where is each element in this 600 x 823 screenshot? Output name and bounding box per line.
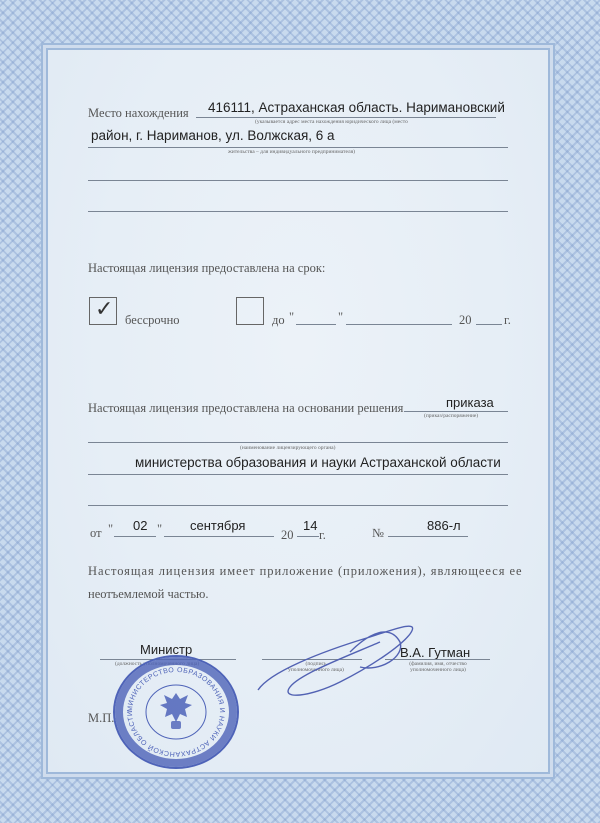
quote-open: " (289, 310, 295, 324)
appendix-line1: Настоящая лицензия имеет приложение (приложения), являющееся ее (88, 564, 523, 578)
signatory-name: В.А. Гутман (400, 645, 471, 660)
date-quote-close: " (157, 522, 163, 536)
term-until-checkbox[interactable] (236, 297, 264, 325)
date-quote-open: " (108, 522, 114, 536)
term-unlimited-label: бессрочно (125, 313, 180, 327)
official-seal (113, 655, 239, 769)
signature-caption: (подпись уполномоченного лица) (288, 661, 344, 673)
date-month: сентября (190, 518, 246, 533)
basis-label: Настоящая лицензия предоставлена на основании решения (88, 401, 404, 415)
signatory-position: Министр (140, 642, 193, 657)
appendix-line2: неотъемлемой частью. (88, 587, 209, 601)
term-year-suffix: г. (504, 313, 511, 327)
basis-authority-caption: (наименование лицензирующего органа) (240, 445, 336, 451)
checkmark-icon: ✓ (95, 296, 114, 321)
location-value-line2: район, г. Нариманов, ул. Волжская, 6 а (91, 128, 335, 143)
date-year: 14 (303, 518, 318, 533)
basis-decision-caption: (приказ/распоряжение) (424, 413, 479, 419)
number-sign: № (372, 526, 384, 540)
date-prefix: от (90, 526, 102, 540)
name-caption: (фамилия, имя, отчество уполномоченного лица) (409, 661, 467, 673)
eagle-emblem-icon (160, 693, 192, 729)
handwritten-signature (250, 612, 430, 702)
date-year-prefix: 20 (281, 528, 294, 542)
date-day: 02 (133, 518, 148, 533)
license-number: 886-л (427, 518, 461, 533)
seal-ring-text (115, 657, 237, 767)
term-year-prefix: 20 (459, 313, 472, 327)
location-caption1: (указывается адрес места нахождения юридического лица (место (255, 119, 408, 125)
location-value-line1: 416111, Астраханская область. Наримановский (208, 100, 505, 115)
date-year-suffix: г. (319, 528, 326, 542)
seal-label: М.П. (88, 711, 115, 725)
term-until-label: до (272, 313, 285, 327)
term-label: Настоящая лицензия предоставлена на срок: (88, 261, 326, 275)
basis-decision-type: приказа (446, 395, 494, 410)
svg-text:МИНИСТЕРСТВО ОБРАЗОВАНИЯ И НАУ: МИНИСТЕРСТВО ОБРАЗОВАНИЯ И НАУКИ АСТРАХАНСКОЙ ОБЛАСТИ (126, 666, 226, 758)
location-caption2: жительства – для индивидуального предпринимателя) (228, 149, 355, 155)
location-label: Место нахождения (88, 106, 189, 120)
quote-close: " (338, 310, 344, 324)
position-caption: (должность уполномоченного лица) (115, 661, 200, 667)
basis-authority: министерства образования и науки Астраханской области (135, 455, 501, 470)
